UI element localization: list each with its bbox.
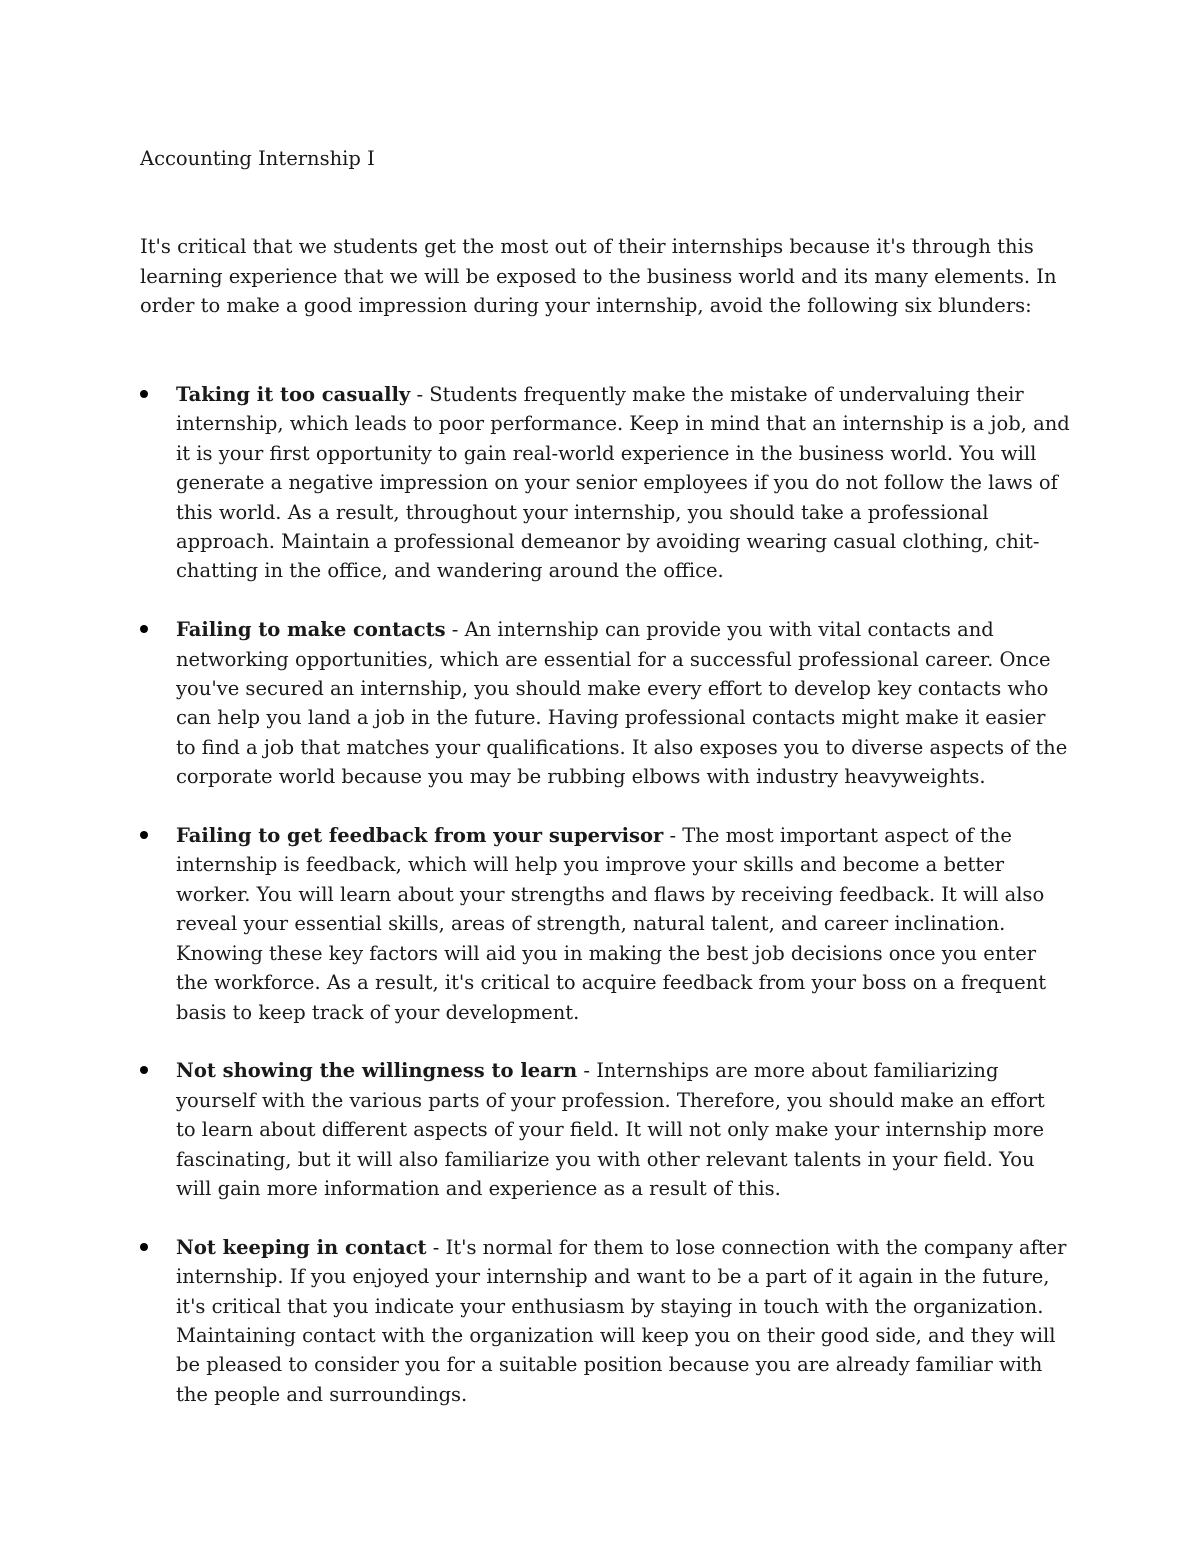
blunder-list [140,380,1070,1439]
blunder-item-taking-it-too-casually [140,380,1070,586]
blunder-heading: Taking it too casually [176,383,411,406]
bullet-icon [140,1243,148,1251]
bullet-icon [140,625,148,633]
blunder-item-failing-to-get-feedback [140,821,1070,1027]
intro-paragraph: It's critical that we students get the most out of their internships because it's through this learning experience that we will be exposed to the business world and its many elements. In order to make a good impression during your internship, avoid the following six blunders: [140,235,1057,317]
blunder-heading: Not keeping in contact [176,1235,427,1259]
bullet-icon [140,831,148,839]
blunder-body: Students frequently make the mistake of undervaluing their internship, which leads to poor performance. Keep in mind that an internship is a job, and it is your first opportunity to gain real-world experience in the business world. You will generate a negative impression on your senior employees if you do not follow the laws of this world. As a result, throughout your internship, you should take a professional approach. Maintain a professional demeanor by avoiding wearing casual clothing, chit-chatting in the office, and wandering around the office. [176,383,1070,583]
heading-separator: - [410,383,430,406]
blunder-item-not-keeping-in-contact [140,1233,1070,1409]
blunder-item-failing-to-make-contacts [140,615,1070,791]
blunder-heading: Not showing the willingness to learn [176,1059,578,1083]
blunder-body: The most important aspect of the internship is feedback, which will help you improve your skills and become a better worker. You will learn about your strengths and flaws by receiving feedback. It will also reveal your essential skills, areas of strength, natural talent, and career inclination. Knowing these key factors will aid you in making the best job decisions once you enter the workforce. As a result, it's critical to acquire feedback from your boss on a frequent basis to keep track of your development. [176,824,1047,1024]
blunder-body: An internship can provide you with vital contacts and networking opportunities, which are essential for a successful professional career. Once you've secured an internship, you should make every effort to develop key contacts who can help you land a job in the future. Having professional contacts might make it easier to find a job that matches your qualifications. It also exposes you to diverse aspects of the corporate world because you may be rubbing elbows with industry heavyweights. [176,618,1068,789]
blunder-item-not-showing-willingness [140,1056,1070,1203]
blunder-body: Internships are more about familiarizing yourself with the various parts of your profession. Therefore, you should make an effort to learn about different aspects of your field. It will not only make your internship more fascinating, but it will also familiarize you with other relevant talents in your field. You will gain more information and experience as a result of this. [176,1059,1045,1200]
bullet-icon [140,390,148,398]
blunder-heading: Failing to make contacts [176,618,446,642]
heading-separator: - [663,824,683,848]
document-title: Accounting Internship I [140,147,375,170]
heading-separator: - [426,1235,446,1259]
blunder-body: It's normal for them to lose connection with the company after internship. If you enjoyed your internship and want to be a part of it again in the future, it's critical that you indicate your enthusiasm by staying in touch with the organization. Maintaining contact with the organization will keep you on their good side, and they will be pleased to consider you for a suitable position because you are already familiar with the people and surroundings. [176,1235,1067,1406]
bullet-icon [140,1066,148,1074]
heading-separator: - [577,1059,597,1083]
heading-separator: - [445,618,465,642]
blunder-heading: Failing to get feedback from your supervisor [176,824,664,848]
